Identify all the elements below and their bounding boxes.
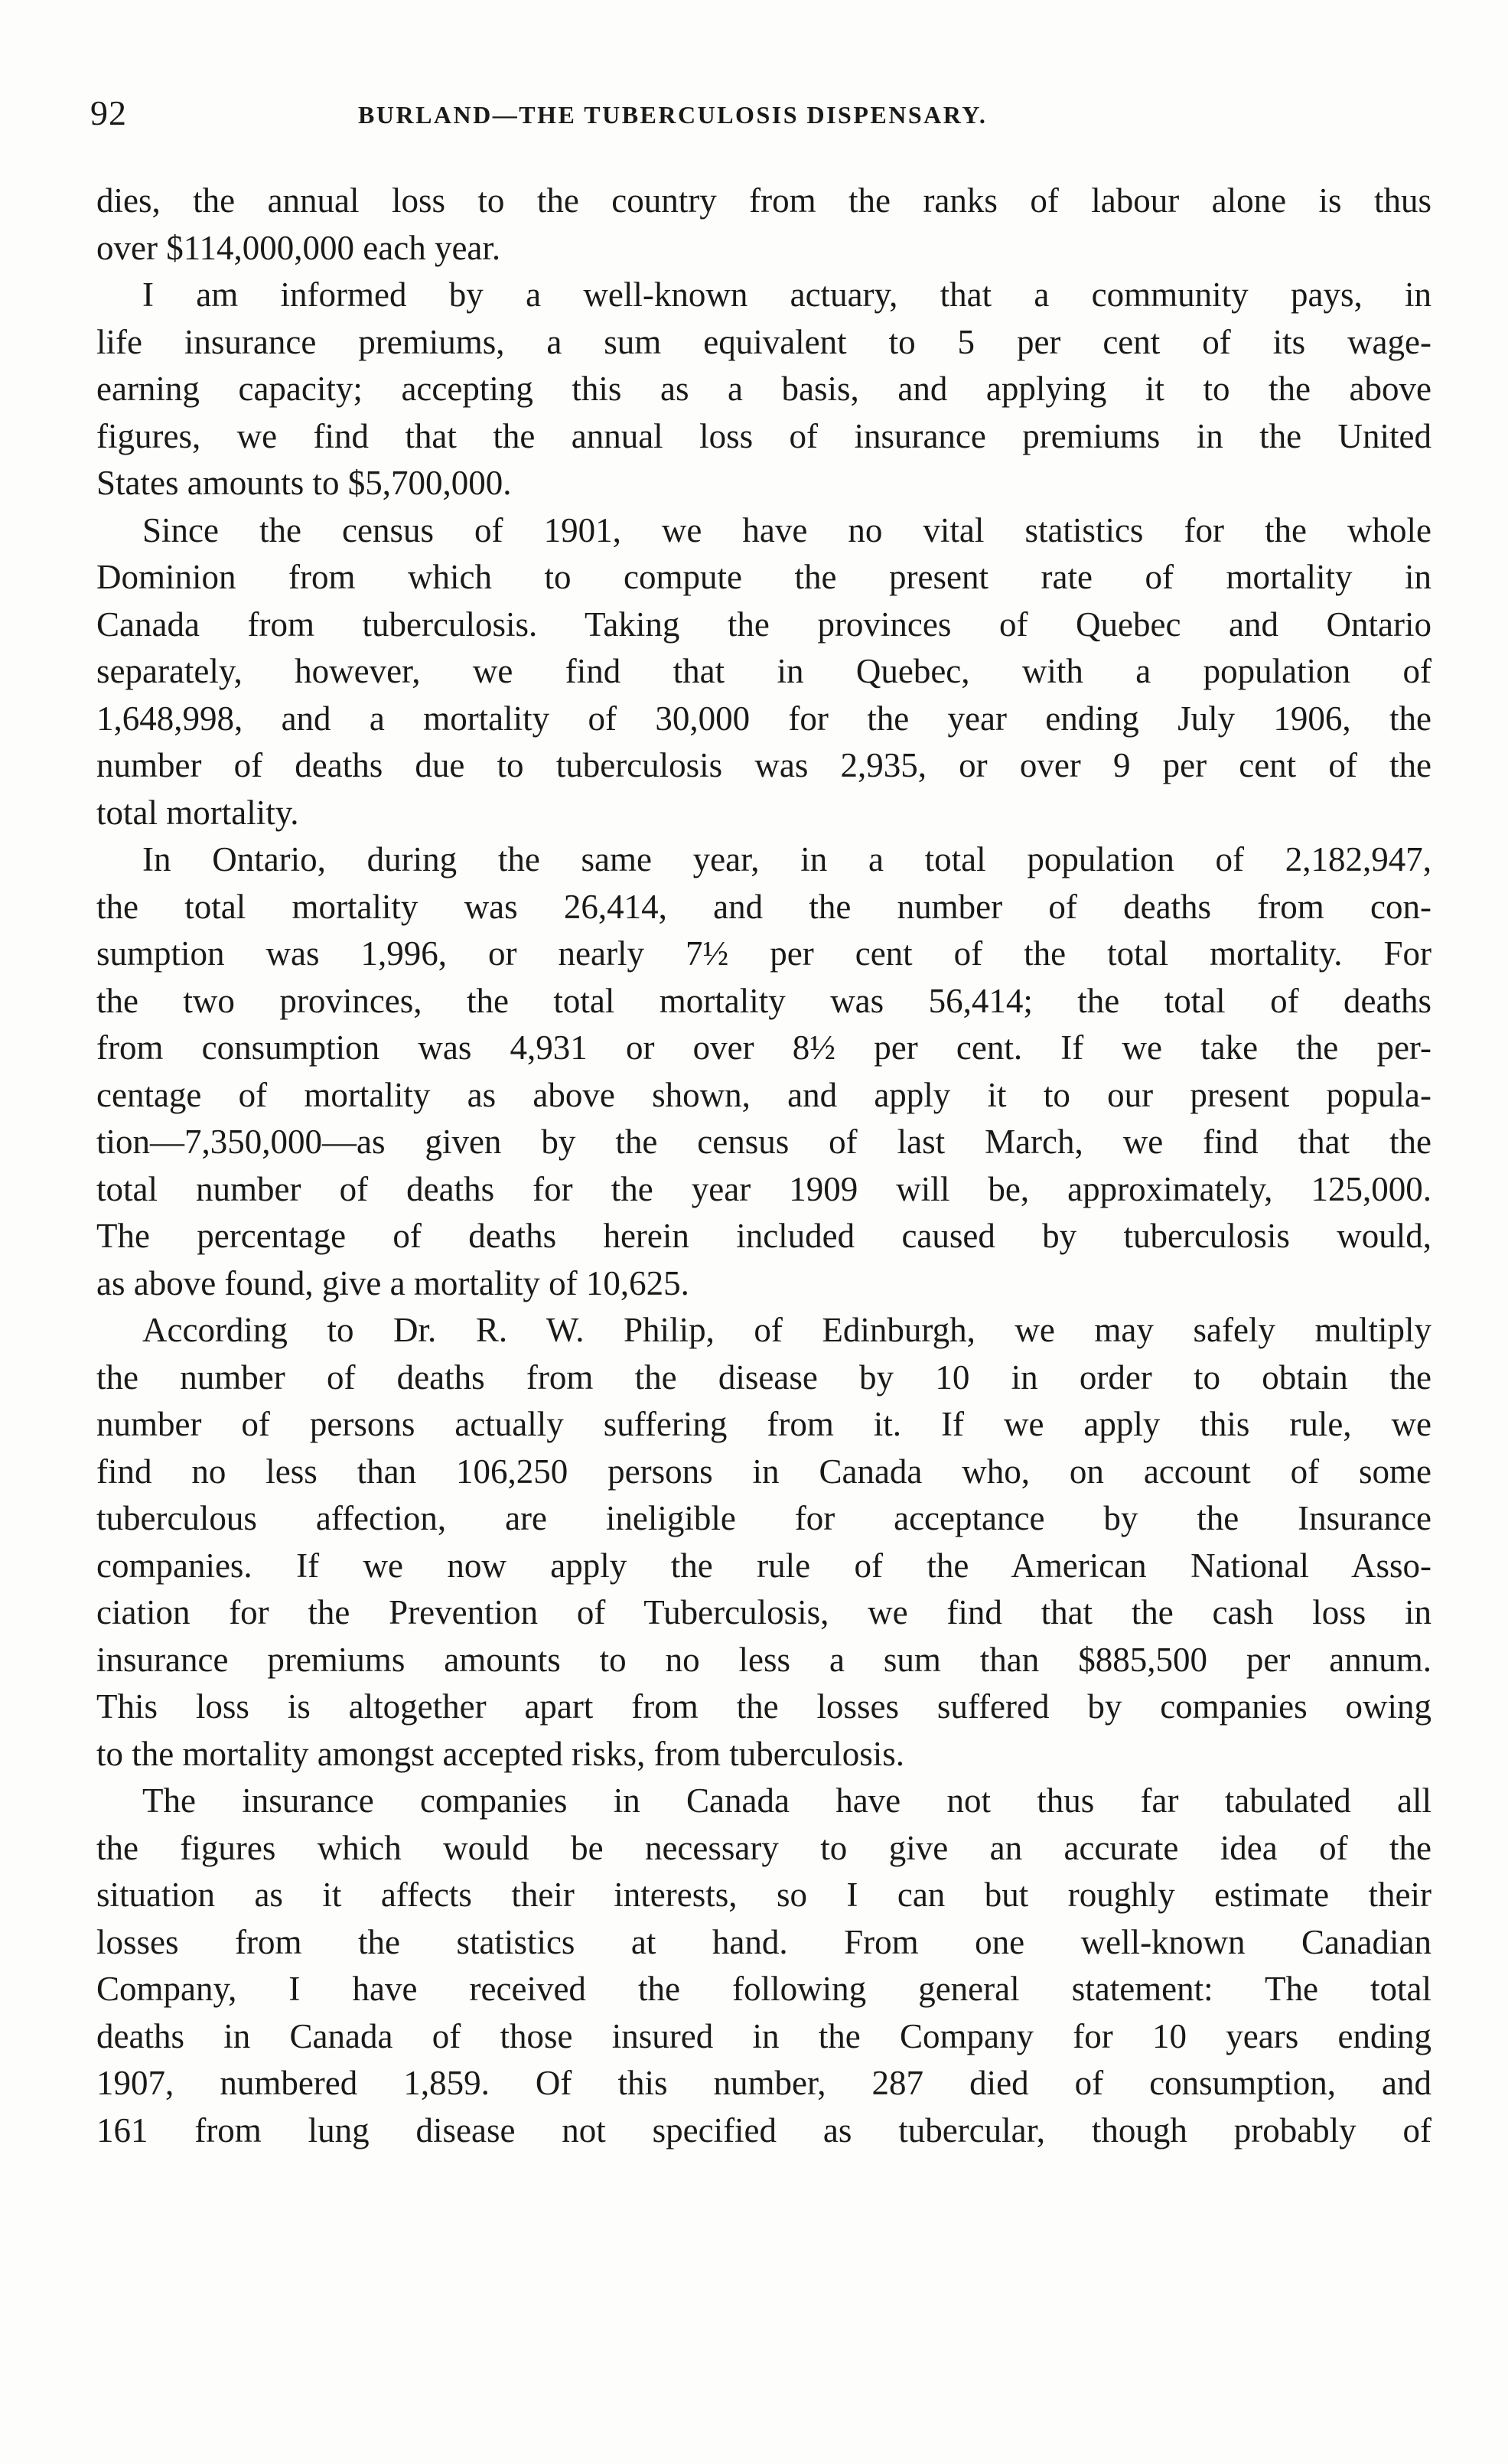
text-line: Canada from tuberculosis. Taking the provinces of Quebec and Ontario [96, 605, 1431, 644]
text-line: number of persons actually suffering from it. If we apply this rule, we [96, 1405, 1431, 1443]
text-line: In Ontario, during the same year, in a total population of 2,182,947, [142, 840, 1431, 878]
text-line: Since the census of 1901, we have no vital statistics for the whole [142, 510, 1431, 549]
text-line: as above found, give a mortality of 10,625. [96, 1263, 689, 1302]
text-line: ciation for the Prevention of Tuberculosis, we find that the cash loss in [96, 1593, 1431, 1631]
text-line: total number of deaths for the year 1909 will be, approximately, 125,000. [96, 1169, 1431, 1208]
text-line: 161 from lung disease not specified as tubercular, though probably of [96, 2110, 1431, 2149]
text-line: States amounts to $5,700,000. [96, 464, 512, 502]
text-line: losses from the statistics at hand. From one well-known Canadian [96, 1922, 1431, 1961]
text-line: situation as it affects their interests, so I can but roughly estimate their [96, 1876, 1431, 1914]
text-line: from consumption was 4,931 or over 8½ per cent. If we take the per- [96, 1028, 1431, 1067]
text-line: Dominion from which to compute the present rate of mortality in [96, 558, 1431, 596]
text-line: This loss is altogether apart from the losses suffered by companies owing [96, 1687, 1431, 1726]
text-line: 1907, numbered 1,859. Of this number, 287 died of consumption, and [96, 2064, 1431, 2102]
text-line: I am informed by a well-known actuary, that a community pays, in [142, 275, 1431, 314]
running-head: BURLAND—THE TUBERCULOSIS DISPENSARY. [358, 101, 988, 129]
text-line: 1,648,998, and a mortality of 30,000 for the year ending July 1906, the [96, 699, 1431, 738]
text-line: separately, however, we find that in Quebec, with a population of [96, 652, 1431, 690]
text-line: The insurance companies in Canada have not thus far tabulated all [142, 1781, 1431, 1820]
text-line: the total mortality was 26,414, and the number of deaths from con- [96, 887, 1431, 926]
text-line: earning capacity; accepting this as a basis, and applying it to the above [96, 370, 1431, 408]
text-line: the two provinces, the total mortality was 56,414; the total of deaths [96, 981, 1431, 1020]
page-number: 92 [90, 93, 127, 132]
text-line: life insurance premiums, a sum equivalent to 5 per cent of its wage- [96, 322, 1431, 361]
text-line: tuberculous affection, are ineligible for acceptance by the Insurance [96, 1499, 1431, 1537]
text-line: dies, the annual loss to the country from the ranks of labour alone is thus [96, 181, 1431, 220]
text-line: find no less than 106,250 persons in Canada who, on account of some [96, 1452, 1431, 1491]
text-line: companies. If we now apply the rule of the American National Asso- [96, 1546, 1431, 1585]
text-line: the figures which would be necessary to give an accurate idea of the [96, 1828, 1431, 1867]
text-line: The percentage of deaths herein included caused by tuberculosis would, [96, 1217, 1431, 1255]
text-line: sumption was 1,996, or nearly 7½ per cent of the total mortality. For [96, 934, 1431, 973]
text-line: insurance premiums amounts to no less a sum than $885,500 per annum. [96, 1640, 1431, 1679]
text-line: to the mortality amongst accepted risks, from tuberculosis. [96, 1734, 905, 1773]
text-line: tion—7,350,000—as given by the census of last March, we find that the [96, 1123, 1431, 1161]
text-line: figures, we find that the annual loss of insurance premiums in the United [96, 416, 1431, 455]
text-line: number of deaths due to tuberculosis was 2,935, or over 9 per cent of the [96, 746, 1431, 784]
text-line: the number of deaths from the disease by 10 in order to obtain the [96, 1357, 1431, 1397]
text-line: Company, I have received the following general statement: The total [96, 1970, 1431, 2008]
text-line: over $114,000,000 each year. [96, 228, 501, 267]
page-header [90, 90, 1437, 136]
text-line: deaths in Canada of those insured in the Company for 10 years ending [96, 2016, 1431, 2055]
body-text [96, 178, 1431, 2154]
text-line: According to Dr. R. W. Philip, of Edinburgh, we may safely multiply [142, 1311, 1431, 1349]
text-line: total mortality. [96, 793, 299, 832]
text-line: centage of mortality as above shown, and apply it to our present popula- [96, 1075, 1431, 1114]
